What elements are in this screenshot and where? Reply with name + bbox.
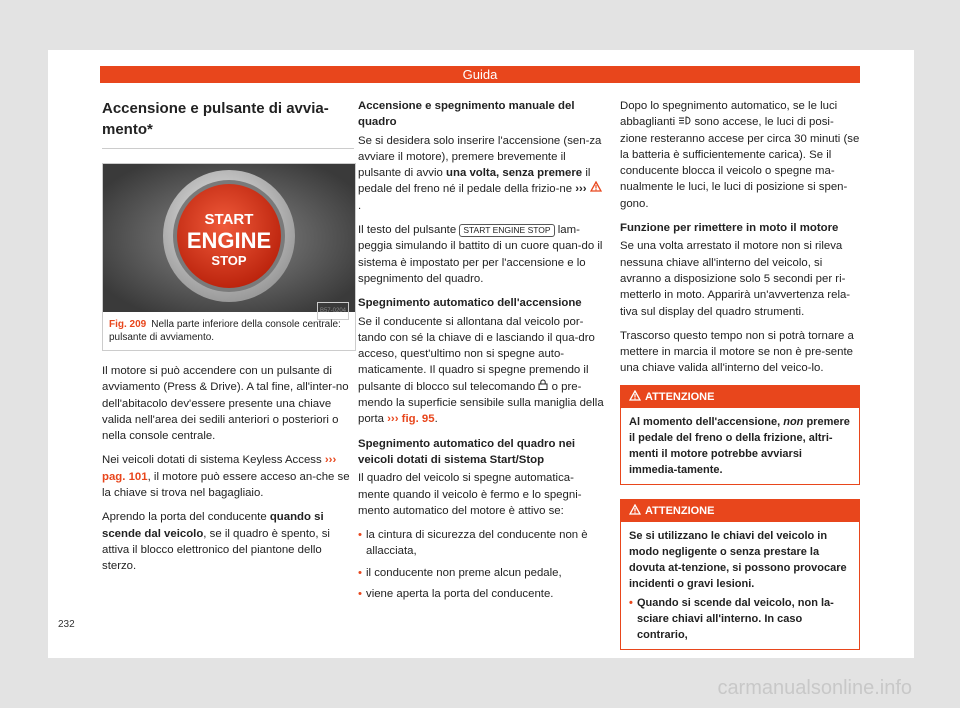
warning-title: ATTENZIONE (645, 390, 715, 403)
text: sono accese, le luci di posi-zione resteranno accese per circa 30 minuti (se la batteria è sufficientemente carica). Se il conducente blocca il veicolo o spegne ma-nualmente le luci, le luci di posizione si spen-gono. (620, 116, 860, 210)
figure-code: B57-0204 (317, 302, 349, 320)
start-engine-stop-key: START ENGINE STOP (459, 224, 554, 237)
paragraph (620, 98, 860, 212)
list-item: • viene aperta la porta del conducente. (358, 586, 604, 602)
text: Nei veicoli dotati di sistema Keyless Access (102, 454, 322, 467)
paragraph: Il quadro del veicolo si spegne automatica-mente quando il veicolo è fermo e lo spegni-mento automatico del motore è attivo se: (358, 472, 582, 517)
column-middle (358, 98, 604, 607)
reference-arrow: ››› (575, 183, 587, 196)
list-item: • la cintura di sicurezza del conducente non è allacciata, (358, 527, 604, 560)
warning-title: ATTENZIONE (645, 504, 715, 517)
list-item: • Quando si scende dal veicolo, non la-sciare chiavi all'interno. In caso contrario, (629, 595, 851, 643)
column-left (102, 98, 354, 583)
text: premere il pedale del freno o della frizione, altri-menti il motore potrebbe avviarsi immedia-tamente. (629, 415, 850, 476)
column-right (620, 98, 860, 650)
bold-text: una volta, senza premere (446, 167, 583, 180)
text: Al momento dell'accensione, (629, 415, 781, 428)
warning-box (620, 499, 860, 650)
condition-list (358, 527, 604, 602)
subheading: Funzione per rimettere in moto il motore (620, 222, 839, 235)
text: o pre-mendo la superficie sensibile sulla maniglia della porta (358, 380, 604, 426)
start-engine-button-image (103, 164, 355, 312)
bold-text: quando si scende dal veicolo (102, 511, 324, 540)
text: Se il conducente si allontana dal veicolo por-tando con sé la chiave di e lasciando il qua-dro acceso, quest'ultimo non si spegne auto-maticamente. Il quadro si spegne premendo il pulsante di blocco sul telecomando (358, 315, 595, 393)
subheading: Spegnimento automatico dell'accensione (358, 297, 582, 310)
figure-number: Fig. 209 (109, 319, 147, 330)
warning-body (621, 522, 859, 649)
paragraph: Il motore si può accendere con un pulsante di avviamento (Press & Drive). A tal fine, all'inter-no dell'abitacolo dev'essere presente una chiave valida nell'area dei sedili anteriori o posteriori o nella console centrale. (102, 365, 349, 443)
page-reference-link[interactable]: ››› pag. 101 (102, 454, 337, 483)
text: . (434, 413, 438, 426)
subheading: Spegnimento automatico del quadro nei veicoli dotati di sistema Start/Stop (358, 437, 576, 466)
section-title-text: Accensione e pulsante di avvia-mento* (102, 100, 329, 138)
paragraph: Se una volta arrestato il motore non si rileva nessuna chiave all'interno del veicolo, si avranno a disposizione solo 5 secondi per ri-metterlo in moto. Apparirà un'avvertenza rela-tiva sul display del quadro strumenti. (620, 240, 851, 318)
text: , il motore può essere acceso an-che se la chiave si trova nel bagagliaio. (102, 470, 350, 500)
paragraph (102, 509, 354, 574)
button-text-start: START (204, 211, 254, 228)
subheading: Accensione e spegnimento manuale del quadro (358, 100, 575, 129)
figure-reference-link[interactable]: ››› fig. 95 (387, 413, 435, 426)
figure-caption (109, 318, 349, 344)
paragraph (358, 222, 604, 287)
text: Se si desidera solo inserire l'accensione (sen-za avviare il motore), premere brevemente il pulsante di avvio (358, 134, 602, 180)
manual-page (48, 50, 914, 658)
warning-header (621, 500, 859, 522)
text: Il testo del pulsante (358, 224, 457, 237)
section-title (102, 98, 354, 140)
warning-body (621, 408, 859, 484)
paragraph (102, 452, 354, 501)
text: , se il quadro è spento, si attiva il blocco elettronico del piantone dello sterzo. (102, 527, 330, 573)
button-text-stop: STOP (211, 253, 247, 268)
high-beam-icon (678, 116, 691, 125)
warning-triangle-icon (629, 504, 641, 515)
paragraph: Trascorso questo tempo non si potrà tornare a mettere in marcia il motore se non è pre-sente una chiave valida all'interno del veico-lo. (620, 329, 854, 375)
text: Se si utilizzano le chiavi del veicolo in modo negligente o senza prestare la dovuta at-tenzione, si possono provocare incidenti o gravi lesioni. (629, 529, 847, 590)
warning-triangle-icon (590, 181, 602, 192)
watermark: carmanualsonline.info (717, 677, 912, 699)
section-header: Guida (100, 66, 860, 83)
emphasis-text: non (783, 415, 804, 428)
paragraph: Se si desidera solo inserire l'accensione (sen-za avviare il motore), premere brevemente il pulsante di avvio una volta, senza premere il pedale del freno né il pedale della frizio-ne ››› . (358, 134, 602, 212)
text: il pedale del freno né il pedale della frizio-ne (358, 167, 591, 196)
warning-header (621, 386, 859, 408)
lock-icon (538, 379, 548, 390)
list-item: • il conducente non preme alcun pedale, (358, 565, 604, 581)
figure-caption-text: Nella parte inferiore della console centrale: pulsante di avviamento. (109, 319, 341, 343)
warning-list (629, 595, 851, 643)
warning-box (620, 385, 860, 485)
title-divider (102, 148, 354, 149)
button-text-engine: ENGINE (186, 228, 272, 253)
warning-triangle-icon (629, 390, 641, 401)
paragraph (358, 314, 604, 428)
figure-start-button (102, 163, 356, 351)
text: Dopo lo spegnimento automatico, se le luci abbaglianti (620, 100, 838, 129)
text: lam-peggia simulando il battito di un cuore quan-do il sistema è impostato per per l'accensione e lo spegnimento del quadro. (358, 224, 603, 285)
text: Aprendo la porta del conducente (102, 511, 267, 524)
page-number: 232 (58, 619, 75, 630)
